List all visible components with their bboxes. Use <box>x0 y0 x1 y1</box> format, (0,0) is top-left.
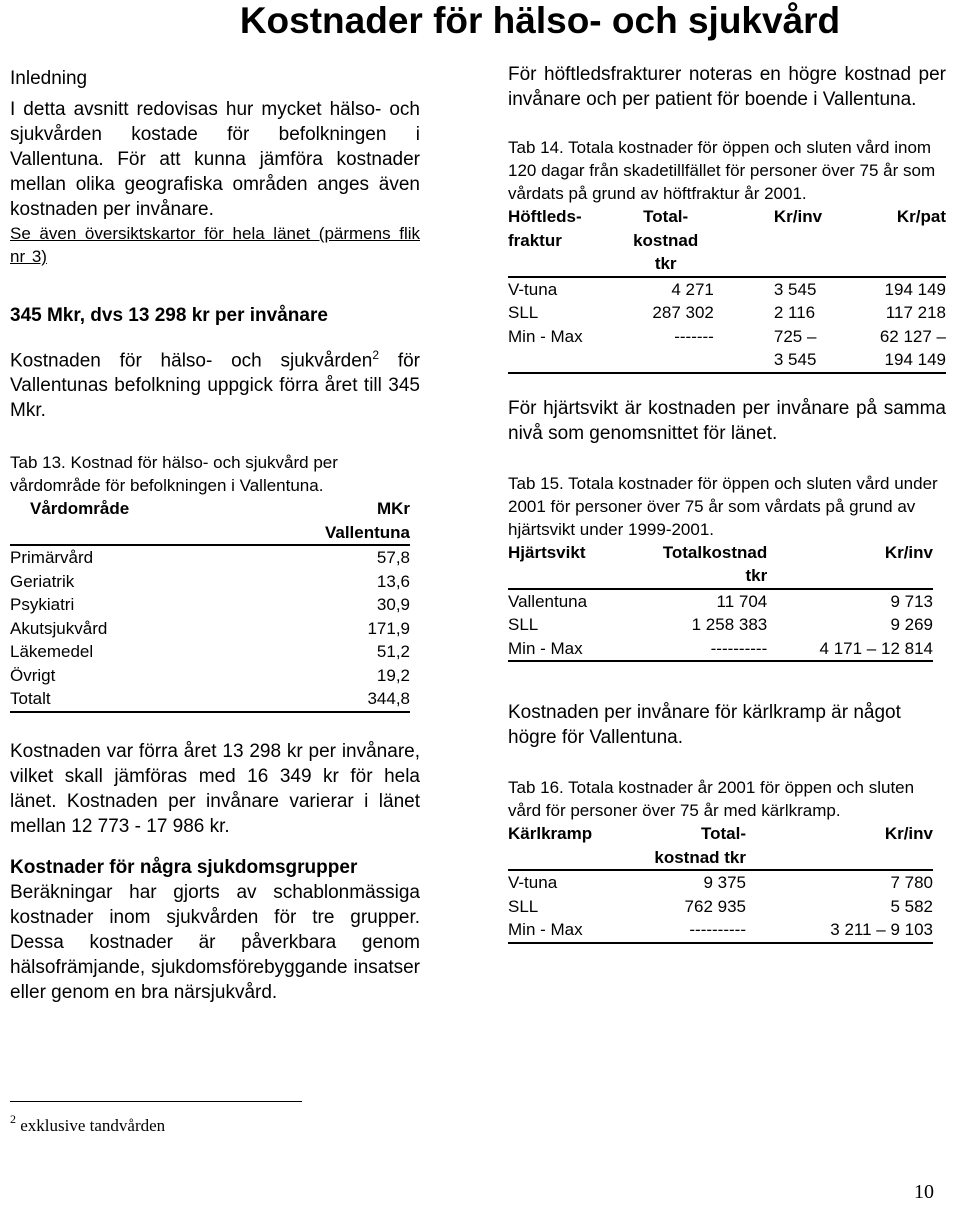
table-cell: 194 149 <box>884 279 946 299</box>
table-cell <box>508 348 618 373</box>
table-cell: 3 211 – 9 103 <box>746 918 933 943</box>
table-row <box>508 637 933 662</box>
header-cell: Kärlkramp <box>508 822 636 870</box>
table-row <box>10 617 410 641</box>
header-cell: MKr Vallentuna <box>243 497 410 545</box>
hip-text: För höftledsfrakturer noteras en högre kostnad per invånare och per patient för boende i Vallentuna. <box>508 64 946 110</box>
header-cell: Total- kostnad tkr <box>618 205 714 277</box>
intro-heading: Inledning <box>10 68 88 89</box>
table-cell: 287 302 <box>652 303 714 322</box>
header-cell: Vårdområde <box>10 497 243 545</box>
table-cell: Primärvård <box>10 548 94 568</box>
table-cell: 57,8 <box>376 548 410 568</box>
left-column <box>10 62 420 1005</box>
table-cell: ---------- <box>636 918 747 943</box>
table-cell: SLL <box>508 896 539 916</box>
table-row <box>10 687 410 712</box>
table-row <box>508 277 946 302</box>
table-cell: Vallentuna <box>508 591 588 611</box>
table-cell: Min - Max <box>508 918 636 943</box>
table-cell: 13,6 <box>376 571 410 591</box>
table-cell: 725 – <box>773 326 817 346</box>
footnote: $^2$ exklusive tandvården <box>10 1112 166 1135</box>
header-cell: Höftleds- fraktur <box>508 205 618 277</box>
table-row <box>508 348 946 373</box>
table-row <box>508 870 933 895</box>
table-cell: ------- <box>674 326 714 346</box>
table-header-row <box>508 822 933 870</box>
table-row <box>508 301 946 325</box>
table-cell: Min - Max <box>508 637 627 662</box>
table-header-row <box>10 497 410 545</box>
table-cell: 2 116 <box>773 303 816 322</box>
table-cell: SLL <box>508 615 539 634</box>
header-cell: Kr/inv <box>746 822 933 870</box>
table-cell: SLL <box>508 303 539 322</box>
table-cell: V-tuna <box>508 279 558 299</box>
table-cell: Akutsjukvård <box>10 618 108 638</box>
tab14-table <box>508 205 946 374</box>
tab15-caption: Tab 15. Totala kostnader för öppen och sluten vård under 2001 för personer över 75 år som vårdats på grund av hjärtsvikt under 1999-2001. <box>508 473 938 539</box>
table-row <box>10 545 410 570</box>
table-cell: Min - Max <box>508 326 583 346</box>
header-cell: Totalkostnad tkr <box>627 541 767 589</box>
table-row <box>508 918 933 943</box>
table-row <box>10 593 410 617</box>
header-cell: Hjärtsvikt <box>508 541 627 589</box>
tab16-table <box>508 822 933 944</box>
table-cell: 1 258 383 <box>691 615 768 634</box>
tab16-caption: Tab 16. Totala kostnader år 2001 för öppen och sluten vård för personer över 75 år med kärlkramp. <box>508 778 915 820</box>
table-cell <box>618 348 714 373</box>
table-cell: 171,9 <box>367 618 410 638</box>
intro-text: I detta avsnitt redovisas hur mycket hälso- och sjukvården kostade för befolkningen i Vallentuna. För att kunna jämföra kostnader mellan olika geografiska områden anges även kostnaden per invånare. <box>10 99 420 220</box>
table-header-row <box>508 541 933 589</box>
header-cell: Kr/inv <box>767 541 933 589</box>
table-cell: 19,2 <box>376 665 410 685</box>
table-cell: 344,8 <box>243 687 410 712</box>
tab13-table <box>10 497 410 713</box>
table-cell: 3 545 <box>714 348 828 373</box>
header-cell: Kr/inv <box>714 205 828 277</box>
groups-text: Beräkningar har gjorts av schablonmässiga kostnader inom sjukvården för tre grupper. Dessa kostnader är påverkbara genom hälsofrämjande, sjukdomsförebyggande insatser eller genom en bra närsjukvård. <box>10 881 420 1003</box>
table-cell: 194 149 <box>828 348 946 373</box>
table-cell: 62 127 – <box>879 326 946 346</box>
tab14-caption: Tab 14. Totala kostnader för öppen och sluten vård inom 120 dagar från skadetillfället för personer över 75 år som vårdats på grund av höftfraktur år 2001. <box>508 138 936 203</box>
table-cell: Övrigt <box>10 665 56 685</box>
table-cell: 9 269 <box>890 615 933 634</box>
table-cell: Geriatrik <box>10 571 75 591</box>
right-column <box>508 62 946 944</box>
table-cell: 30,9 <box>376 595 410 615</box>
table-cell: 7 780 <box>890 873 933 892</box>
table-cell: Totalt <box>10 687 243 712</box>
footnote-rule <box>10 1101 302 1102</box>
heart-text: För hjärtsvikt är kostnaden per invånare på samma nivå som genomsnittet för länet. <box>508 397 946 444</box>
groups-heading: Kostnader för några sjukdomsgrupper <box>10 856 358 878</box>
table-cell: 762 935 <box>684 896 746 916</box>
table-row <box>10 664 410 688</box>
table-cell: 4 171 – 12 814 <box>767 637 933 662</box>
page-number: 10 <box>914 1181 934 1203</box>
table-cell: 3 545 <box>773 279 817 299</box>
table-row <box>10 640 410 664</box>
table-cell: 9 713 <box>890 591 933 611</box>
header-cell: Total- kostnad tkr <box>636 822 747 870</box>
header-cell: Kr/pat <box>828 205 946 277</box>
table-cell: 51,2 <box>376 642 410 662</box>
table-cell: ---------- <box>627 637 767 662</box>
summary-heading: 345 Mkr, dvs 13 298 kr per invånare <box>10 305 328 326</box>
table-row <box>508 613 933 637</box>
table-cell: 5 582 <box>890 896 933 916</box>
table-row <box>508 895 933 919</box>
table-header-row <box>508 205 946 277</box>
page-title: Kostnader för hälso- och sjukvård <box>239 0 841 41</box>
table-row <box>508 589 933 614</box>
table-row <box>508 325 946 349</box>
table-cell: Läkemedel <box>10 642 94 662</box>
table-cell: 9 375 <box>703 873 746 892</box>
table-cell: 4 271 <box>671 279 714 299</box>
table-row <box>10 570 410 594</box>
maps-note: Se även översiktskartor för hela länet (pärmens flik nr 3) <box>10 224 420 266</box>
tab13-caption: Tab 13. Kostnad för hälso- och sjukvård per vårdområde för befolkningen i Vallentuna. <box>10 453 338 496</box>
tab15-table <box>508 541 933 663</box>
vessel-text: Kostnaden per invånare för kärlkramp är något högre för Vallentuna. <box>508 702 901 748</box>
table-cell: V-tuna <box>508 873 558 892</box>
table-cell: Psykiatri <box>10 595 75 615</box>
table-cell: 117 218 <box>885 303 946 322</box>
table-cell: 11 704 <box>716 591 768 611</box>
comparison-text: Kostnaden var förra året 13 298 kr per invånare, vilket skall jämföras med 16 349 kr för hela länet. Kostnaden per invånare varierar i länet mellan 12 773 - 17 986 kr. <box>10 740 420 837</box>
summary-text: Kostnaden för hälso- och sjukvården$^2$ för Vallentunas befolkning uppgick förra året till 345 Mkr. <box>10 348 420 422</box>
